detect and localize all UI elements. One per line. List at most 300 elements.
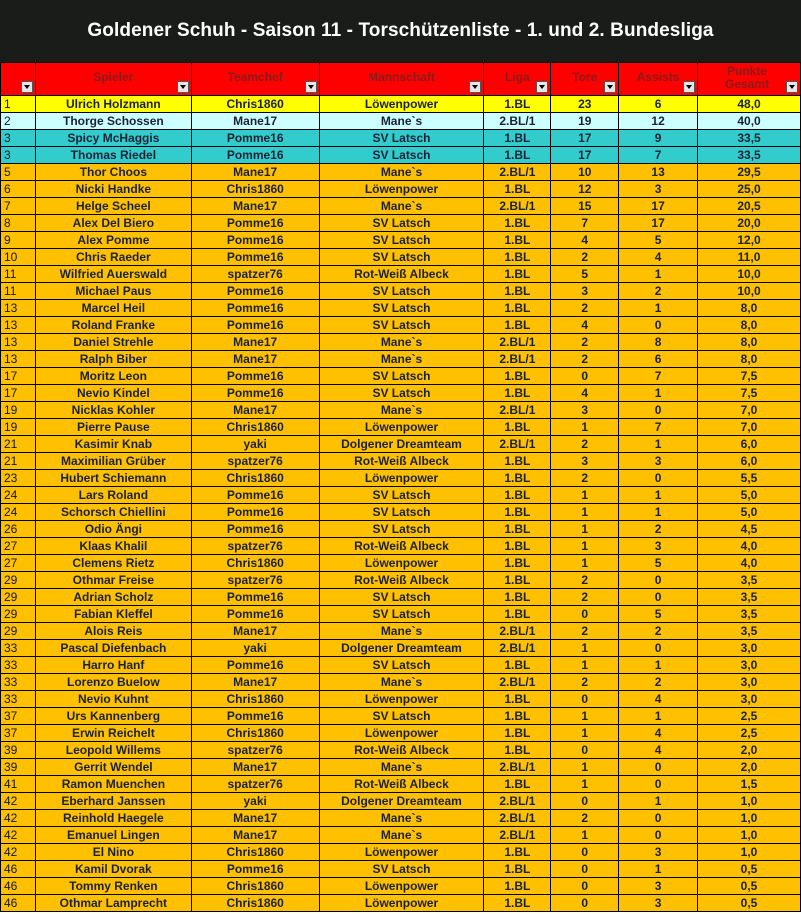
cell-liga: 2.BL/1 <box>484 334 551 351</box>
cell-punkte: 48,0 <box>698 96 801 113</box>
cell-mannschaft: Löwenpower <box>319 181 484 198</box>
cell-assists: 0 <box>619 572 698 589</box>
table-row <box>1 878 801 895</box>
cell-spieler: Clemens Rietz <box>35 555 191 572</box>
cell-tore: 0 <box>551 742 619 759</box>
cell-assists: 12 <box>619 113 698 130</box>
col-header-punkte[interactable]: Punkte Gesamt <box>698 63 801 96</box>
cell-teamchef: spatzer76 <box>191 538 319 555</box>
cell-rank: 46 <box>1 878 36 895</box>
cell-mannschaft: Rot-Weiß Albeck <box>319 776 484 793</box>
cell-assists: 5 <box>619 232 698 249</box>
cell-teamchef: Pomme16 <box>191 147 319 164</box>
cell-rank: 3 <box>1 147 36 164</box>
cell-teamchef: Pomme16 <box>191 708 319 725</box>
table-row <box>1 776 801 793</box>
cell-tore: 4 <box>551 232 619 249</box>
cell-rank: 46 <box>1 861 36 878</box>
cell-assists: 6 <box>619 96 698 113</box>
cell-mannschaft: Mane`s <box>319 113 484 130</box>
cell-teamchef: Chris1860 <box>191 96 319 113</box>
cell-spieler: Pascal Diefenbach <box>35 640 191 657</box>
cell-spieler: Maximilian Grüber <box>35 453 191 470</box>
cell-spieler: Ramon Muenchen <box>35 776 191 793</box>
dropdown-arrow-icon[interactable] <box>177 81 189 93</box>
table-row <box>1 232 801 249</box>
cell-teamchef: spatzer76 <box>191 266 319 283</box>
table-row <box>1 538 801 555</box>
cell-rank: 42 <box>1 844 36 861</box>
col-header-assists[interactable]: Assists <box>619 63 698 96</box>
cell-spieler: Roland Franke <box>35 317 191 334</box>
cell-assists: 1 <box>619 793 698 810</box>
cell-liga: 1.BL <box>484 861 551 878</box>
cell-liga: 1.BL <box>484 232 551 249</box>
cell-mannschaft: Rot-Weiß Albeck <box>319 453 484 470</box>
cell-tore: 2 <box>551 249 619 266</box>
cell-liga: 1.BL <box>484 368 551 385</box>
table-row <box>1 334 801 351</box>
cell-teamchef: spatzer76 <box>191 776 319 793</box>
cell-punkte: 20,5 <box>698 198 801 215</box>
cell-tore: 1 <box>551 555 619 572</box>
cell-punkte: 25,0 <box>698 181 801 198</box>
cell-mannschaft: Mane`s <box>319 827 484 844</box>
cell-spieler: Tommy Renken <box>35 878 191 895</box>
cell-liga: 1.BL <box>484 691 551 708</box>
cell-assists: 4 <box>619 725 698 742</box>
cell-spieler: Othmar Freise <box>35 572 191 589</box>
cell-assists: 0 <box>619 810 698 827</box>
cell-tore: 1 <box>551 657 619 674</box>
cell-rank: 37 <box>1 725 36 742</box>
cell-spieler: Alex Pomme <box>35 232 191 249</box>
cell-spieler: Thomas Riedel <box>35 147 191 164</box>
cell-punkte: 7,5 <box>698 368 801 385</box>
cell-punkte: 3,5 <box>698 572 801 589</box>
cell-tore: 1 <box>551 504 619 521</box>
cell-mannschaft: Rot-Weiß Albeck <box>319 742 484 759</box>
cell-teamchef: Pomme16 <box>191 317 319 334</box>
cell-liga: 1.BL <box>484 572 551 589</box>
col-header-mannschaft[interactable]: Mannschaft <box>319 63 484 96</box>
cell-punkte: 3,0 <box>698 674 801 691</box>
cell-tore: 2 <box>551 470 619 487</box>
cell-punkte: 3,5 <box>698 606 801 623</box>
cell-teamchef: Chris1860 <box>191 181 319 198</box>
cell-liga: 2.BL/1 <box>484 759 551 776</box>
cell-tore: 12 <box>551 181 619 198</box>
cell-tore: 2 <box>551 572 619 589</box>
scorer-table <box>0 62 801 912</box>
cell-assists: 1 <box>619 300 698 317</box>
table-row <box>1 674 801 691</box>
cell-rank: 5 <box>1 164 36 181</box>
cell-teamchef: Chris1860 <box>191 470 319 487</box>
cell-assists: 8 <box>619 334 698 351</box>
table-row <box>1 827 801 844</box>
cell-teamchef: Mane17 <box>191 198 319 215</box>
cell-rank: 11 <box>1 266 36 283</box>
cell-rank: 17 <box>1 385 36 402</box>
cell-liga: 2.BL/1 <box>484 640 551 657</box>
table-row <box>1 385 801 402</box>
cell-liga: 2.BL/1 <box>484 402 551 419</box>
table-row <box>1 436 801 453</box>
cell-mannschaft: SV Latsch <box>319 283 484 300</box>
cell-tore: 1 <box>551 827 619 844</box>
cell-tore: 3 <box>551 283 619 300</box>
cell-tore: 0 <box>551 861 619 878</box>
cell-teamchef: Mane17 <box>191 334 319 351</box>
cell-mannschaft: Löwenpower <box>319 691 484 708</box>
cell-spieler: Gerrit Wendel <box>35 759 191 776</box>
cell-rank: 27 <box>1 555 36 572</box>
cell-liga: 1.BL <box>484 266 551 283</box>
cell-punkte: 1,5 <box>698 776 801 793</box>
cell-assists: 0 <box>619 470 698 487</box>
cell-liga: 2.BL/1 <box>484 436 551 453</box>
cell-punkte: 33,5 <box>698 130 801 147</box>
cell-spieler: Kamil Dvorak <box>35 861 191 878</box>
cell-liga: 1.BL <box>484 742 551 759</box>
cell-liga: 1.BL <box>484 130 551 147</box>
cell-rank: 2 <box>1 113 36 130</box>
cell-liga: 1.BL <box>484 878 551 895</box>
cell-tore: 0 <box>551 606 619 623</box>
cell-rank: 42 <box>1 810 36 827</box>
cell-teamchef: Pomme16 <box>191 657 319 674</box>
table-row <box>1 487 801 504</box>
cell-mannschaft: Mane`s <box>319 334 484 351</box>
dropdown-arrow-icon[interactable] <box>21 81 33 93</box>
cell-punkte: 29,5 <box>698 164 801 181</box>
dropdown-arrow-icon[interactable] <box>786 81 798 93</box>
cell-liga: 1.BL <box>484 776 551 793</box>
table-row <box>1 606 801 623</box>
table-row <box>1 300 801 317</box>
cell-liga: 2.BL/1 <box>484 623 551 640</box>
cell-mannschaft: Rot-Weiß Albeck <box>319 572 484 589</box>
cell-rank: 33 <box>1 691 36 708</box>
cell-punkte: 8,0 <box>698 334 801 351</box>
cell-mannschaft: Mane`s <box>319 674 484 691</box>
cell-assists: 5 <box>619 606 698 623</box>
cell-mannschaft: SV Latsch <box>319 606 484 623</box>
cell-assists: 7 <box>619 419 698 436</box>
cell-tore: 0 <box>551 844 619 861</box>
cell-spieler: Lars Roland <box>35 487 191 504</box>
title-bar <box>0 0 801 62</box>
cell-punkte: 10,0 <box>698 283 801 300</box>
cell-rank: 23 <box>1 470 36 487</box>
cell-punkte: 3,0 <box>698 657 801 674</box>
cell-spieler: Moritz Leon <box>35 368 191 385</box>
cell-tore: 0 <box>551 895 619 912</box>
cell-assists: 3 <box>619 878 698 895</box>
cell-teamchef: Chris1860 <box>191 895 319 912</box>
cell-assists: 1 <box>619 657 698 674</box>
cell-rank: 42 <box>1 793 36 810</box>
cell-liga: 2.BL/1 <box>484 827 551 844</box>
cell-assists: 3 <box>619 181 698 198</box>
cell-mannschaft: Dolgener Dreamteam <box>319 436 484 453</box>
cell-punkte: 5,0 <box>698 504 801 521</box>
cell-spieler: Nicki Handke <box>35 181 191 198</box>
table-row <box>1 96 801 113</box>
cell-punkte: 20,0 <box>698 215 801 232</box>
cell-rank: 13 <box>1 317 36 334</box>
cell-rank: 39 <box>1 759 36 776</box>
cell-spieler: Harro Hanf <box>35 657 191 674</box>
cell-tore: 1 <box>551 725 619 742</box>
table-row <box>1 742 801 759</box>
cell-assists: 3 <box>619 538 698 555</box>
table-row <box>1 198 801 215</box>
cell-assists: 2 <box>619 283 698 300</box>
cell-liga: 1.BL <box>484 555 551 572</box>
cell-spieler: Odio Ängi <box>35 521 191 538</box>
cell-tore: 1 <box>551 419 619 436</box>
cell-teamchef: spatzer76 <box>191 742 319 759</box>
cell-tore: 1 <box>551 538 619 555</box>
cell-teamchef: Mane17 <box>191 674 319 691</box>
table-row <box>1 691 801 708</box>
cell-assists: 1 <box>619 385 698 402</box>
cell-liga: 1.BL <box>484 300 551 317</box>
cell-tore: 2 <box>551 810 619 827</box>
cell-spieler: Erwin Reichelt <box>35 725 191 742</box>
cell-punkte: 7,5 <box>698 385 801 402</box>
cell-liga: 1.BL <box>484 470 551 487</box>
cell-mannschaft: SV Latsch <box>319 708 484 725</box>
table-row <box>1 351 801 368</box>
cell-punkte: 2,0 <box>698 759 801 776</box>
cell-punkte: 11,0 <box>698 249 801 266</box>
cell-tore: 19 <box>551 113 619 130</box>
cell-tore: 0 <box>551 691 619 708</box>
cell-mannschaft: Löwenpower <box>319 96 484 113</box>
cell-teamchef: Mane17 <box>191 759 319 776</box>
cell-tore: 0 <box>551 368 619 385</box>
cell-punkte: 4,0 <box>698 555 801 572</box>
cell-rank: 21 <box>1 436 36 453</box>
dropdown-arrow-icon[interactable] <box>604 81 616 93</box>
cell-tore: 15 <box>551 198 619 215</box>
cell-teamchef: Pomme16 <box>191 215 319 232</box>
cell-punkte: 8,0 <box>698 300 801 317</box>
cell-rank: 9 <box>1 232 36 249</box>
cell-assists: 17 <box>619 215 698 232</box>
cell-assists: 13 <box>619 164 698 181</box>
table-row <box>1 861 801 878</box>
cell-punkte: 3,0 <box>698 691 801 708</box>
cell-teamchef: Chris1860 <box>191 725 319 742</box>
table-row <box>1 147 801 164</box>
cell-liga: 1.BL <box>484 725 551 742</box>
cell-liga: 1.BL <box>484 181 551 198</box>
cell-assists: 1 <box>619 436 698 453</box>
cell-punkte: 1,0 <box>698 827 801 844</box>
cell-spieler: Chris Raeder <box>35 249 191 266</box>
table-row <box>1 283 801 300</box>
cell-rank: 39 <box>1 742 36 759</box>
cell-tore: 23 <box>551 96 619 113</box>
table-row <box>1 589 801 606</box>
cell-spieler: Michael Paus <box>35 283 191 300</box>
cell-rank: 3 <box>1 130 36 147</box>
cell-liga: 2.BL/1 <box>484 113 551 130</box>
cell-teamchef: Mane17 <box>191 351 319 368</box>
cell-assists: 0 <box>619 402 698 419</box>
table-row <box>1 657 801 674</box>
cell-mannschaft: SV Latsch <box>319 504 484 521</box>
cell-assists: 7 <box>619 368 698 385</box>
col-header-liga[interactable]: Liga <box>484 63 551 96</box>
cell-liga: 1.BL <box>484 589 551 606</box>
cell-spieler: Leopold Willems <box>35 742 191 759</box>
cell-spieler: Lorenzo Buelow <box>35 674 191 691</box>
table-row <box>1 725 801 742</box>
cell-liga: 1.BL <box>484 487 551 504</box>
cell-rank: 8 <box>1 215 36 232</box>
cell-liga: 1.BL <box>484 606 551 623</box>
cell-liga: 2.BL/1 <box>484 810 551 827</box>
cell-punkte: 5,0 <box>698 487 801 504</box>
cell-rank: 27 <box>1 538 36 555</box>
cell-rank: 13 <box>1 351 36 368</box>
cell-tore: 4 <box>551 385 619 402</box>
cell-liga: 2.BL/1 <box>484 351 551 368</box>
cell-liga: 1.BL <box>484 453 551 470</box>
cell-assists: 1 <box>619 487 698 504</box>
cell-rank: 33 <box>1 674 36 691</box>
cell-punkte: 3,0 <box>698 640 801 657</box>
cell-teamchef: Chris1860 <box>191 844 319 861</box>
cell-punkte: 12,0 <box>698 232 801 249</box>
cell-teamchef: Mane17 <box>191 623 319 640</box>
cell-spieler: Nicklas Kohler <box>35 402 191 419</box>
cell-assists: 6 <box>619 351 698 368</box>
cell-mannschaft: SV Latsch <box>319 589 484 606</box>
cell-liga: 1.BL <box>484 249 551 266</box>
table-row <box>1 266 801 283</box>
cell-spieler: Hubert Schiemann <box>35 470 191 487</box>
cell-rank: 24 <box>1 504 36 521</box>
table-row <box>1 504 801 521</box>
cell-assists: 3 <box>619 895 698 912</box>
col-header-tore[interactable]: Tore <box>551 63 619 96</box>
table-row <box>1 708 801 725</box>
cell-assists: 0 <box>619 589 698 606</box>
cell-punkte: 1,0 <box>698 810 801 827</box>
cell-assists: 1 <box>619 708 698 725</box>
cell-mannschaft: SV Latsch <box>319 385 484 402</box>
cell-spieler: Kasimir Knab <box>35 436 191 453</box>
dropdown-arrow-icon[interactable] <box>683 81 695 93</box>
cell-spieler: Adrian Scholz <box>35 589 191 606</box>
cell-rank: 37 <box>1 708 36 725</box>
cell-punkte: 8,0 <box>698 317 801 334</box>
cell-assists: 7 <box>619 147 698 164</box>
cell-spieler: Spicy McHaggis <box>35 130 191 147</box>
table-row <box>1 623 801 640</box>
cell-spieler: Pierre Pause <box>35 419 191 436</box>
cell-tore: 5 <box>551 266 619 283</box>
cell-liga: 1.BL <box>484 504 551 521</box>
table-row <box>1 181 801 198</box>
dropdown-arrow-icon[interactable] <box>536 81 548 93</box>
cell-liga: 1.BL <box>484 521 551 538</box>
cell-liga: 1.BL <box>484 283 551 300</box>
table-row <box>1 419 801 436</box>
cell-spieler: Helge Scheel <box>35 198 191 215</box>
cell-tore: 7 <box>551 215 619 232</box>
cell-spieler: Emanuel Lingen <box>35 827 191 844</box>
cell-tore: 1 <box>551 759 619 776</box>
cell-mannschaft: Mane`s <box>319 623 484 640</box>
cell-mannschaft: Löwenpower <box>319 878 484 895</box>
cell-liga: 2.BL/1 <box>484 793 551 810</box>
cell-rank: 19 <box>1 419 36 436</box>
cell-assists: 0 <box>619 776 698 793</box>
cell-liga: 1.BL <box>484 215 551 232</box>
dropdown-arrow-icon[interactable] <box>469 81 481 93</box>
table-row <box>1 572 801 589</box>
cell-spieler: Ulrich Holzmann <box>35 96 191 113</box>
cell-mannschaft: Löwenpower <box>319 555 484 572</box>
cell-rank: 17 <box>1 368 36 385</box>
cell-spieler: Fabian Kleffel <box>35 606 191 623</box>
cell-rank: 29 <box>1 572 36 589</box>
cell-liga: 2.BL/1 <box>484 674 551 691</box>
cell-teamchef: yaki <box>191 436 319 453</box>
cell-tore: 2 <box>551 589 619 606</box>
cell-mannschaft: SV Latsch <box>319 487 484 504</box>
cell-liga: 2.BL/1 <box>484 164 551 181</box>
cell-liga: 1.BL <box>484 317 551 334</box>
cell-assists: 0 <box>619 317 698 334</box>
cell-teamchef: Chris1860 <box>191 419 319 436</box>
cell-rank: 10 <box>1 249 36 266</box>
cell-teamchef: spatzer76 <box>191 572 319 589</box>
cell-liga: 1.BL <box>484 844 551 861</box>
col-header-teamchef[interactable]: Teamchef <box>191 63 319 96</box>
cell-assists: 17 <box>619 198 698 215</box>
cell-assists: 3 <box>619 453 698 470</box>
cell-rank: 19 <box>1 402 36 419</box>
cell-mannschaft: SV Latsch <box>319 232 484 249</box>
table-row <box>1 130 801 147</box>
cell-spieler: Marcel Heil <box>35 300 191 317</box>
cell-teamchef: Mane17 <box>191 810 319 827</box>
table-row <box>1 164 801 181</box>
cell-tore: 17 <box>551 147 619 164</box>
cell-mannschaft: Löwenpower <box>319 844 484 861</box>
col-header-rank[interactable] <box>1 63 36 96</box>
cell-tore: 1 <box>551 487 619 504</box>
dropdown-arrow-icon[interactable] <box>305 81 317 93</box>
cell-punkte: 6,0 <box>698 436 801 453</box>
cell-liga: 1.BL <box>484 708 551 725</box>
cell-teamchef: Mane17 <box>191 164 319 181</box>
cell-spieler: Othmar Lamprecht <box>35 895 191 912</box>
cell-rank: 11 <box>1 283 36 300</box>
cell-punkte: 33,5 <box>698 147 801 164</box>
cell-assists: 1 <box>619 861 698 878</box>
cell-tore: 0 <box>551 878 619 895</box>
col-header-spieler[interactable]: Spieler <box>35 63 191 96</box>
